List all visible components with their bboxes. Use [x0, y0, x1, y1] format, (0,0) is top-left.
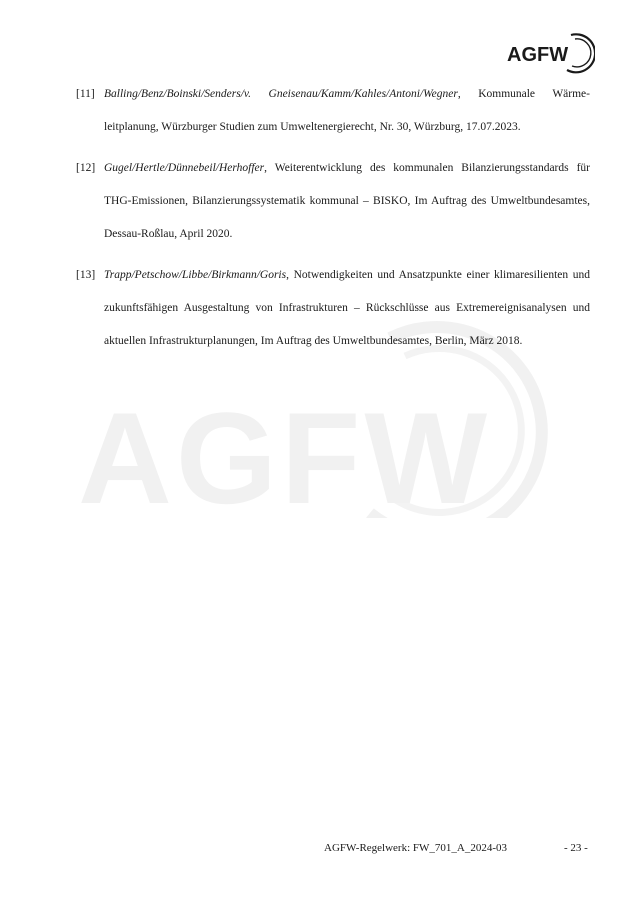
footer-document-id: AGFW-Regelwerk: FW_701_A_2024-03 — [324, 842, 508, 854]
reference-details: , Kommunale Wärmeleitplanung, Würzburger Studien zum Umweltenergierecht, Nr. 30, Würzburg, 17.07.2023. — [104, 88, 590, 133]
reference-item — [76, 259, 590, 358]
reference-authors: Gugel/Hertle/Dünnebeil/Herhoffer — [104, 162, 265, 174]
reference-text — [104, 78, 590, 144]
reference-number: [12] — [76, 162, 96, 174]
svg-text:AGFW: AGFW — [78, 385, 492, 518]
reference-text — [104, 259, 590, 358]
svg-text:AGFW: AGFW — [507, 44, 569, 66]
reference-item — [76, 152, 590, 251]
reference-number: [13] — [76, 269, 96, 281]
reference-authors: Balling/Benz/Boinski/Senders/v. Gneisenau/Kamm/Kahles/Antoni/Wegner — [104, 88, 458, 100]
reference-details: , Weiterentwicklung des kommunalen Bilanzierungsstandards für THG-Emissionen, Bilanzierungssystematik kommunal – BISKO, Im Auftrag des Umweltbundesamtes, Dessau-Roßlau, April 2020. — [104, 162, 590, 240]
reference-item — [76, 78, 590, 144]
reference-details: , Notwendigkeiten und Ansatzpunkte einer klimaresilienten und zukunftsfähigen Ausgestaltung von Infrastrukturen – Rückschlüsse aus Extremereignisanalysen und aktuellen Infrastrukturplanungen, Im Auftrag des Umweltbundesamtes, Berlin, März 2018. — [104, 269, 590, 347]
reference-authors: Trapp/Petschow/Libbe/Birkmann/Goris — [104, 269, 287, 281]
agfw-logo — [505, 30, 595, 74]
reference-number: [11] — [76, 88, 95, 100]
footer-page-number: - 23 - — [564, 842, 588, 854]
reference-list — [76, 78, 590, 366]
reference-text — [104, 152, 590, 251]
